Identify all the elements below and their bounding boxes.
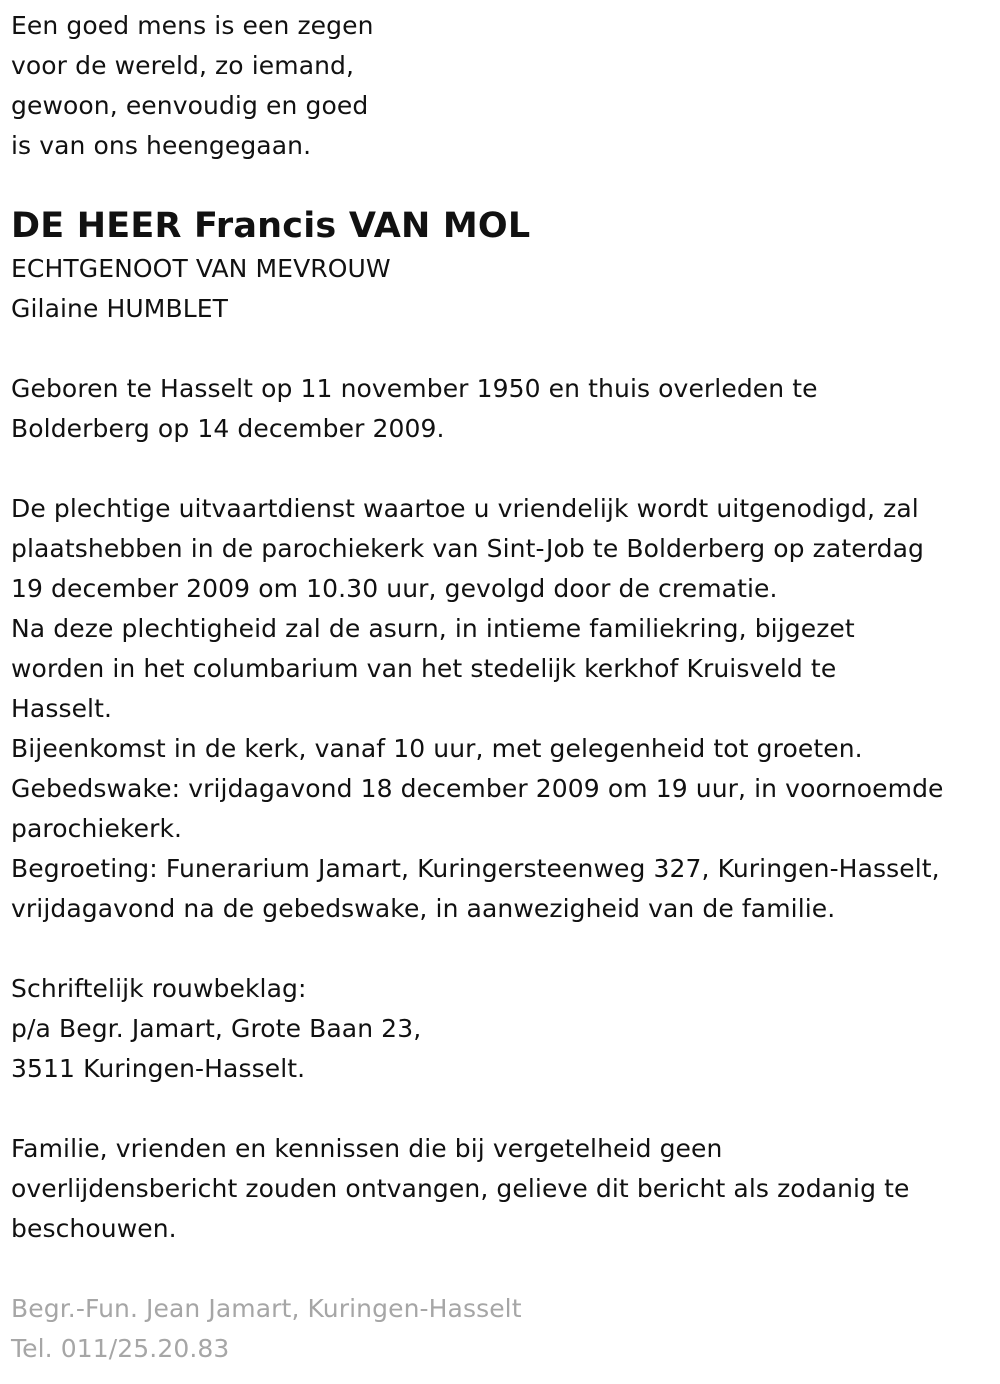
text-line: beschouwen. [11, 1214, 177, 1243]
text-line: Hasselt. [11, 694, 113, 723]
notice-text [11, 1129, 1000, 1249]
funeral-home-name: Begr.-Fun. Jean Jamart, Kuringen-Hasselt [11, 1294, 522, 1323]
deceased-name: DE HEER Francis VAN MOL [11, 206, 531, 246]
poem-line: is van ons heengegaan. [11, 131, 312, 160]
text-line: Schriftelijk rouwbeklag: [11, 974, 307, 1003]
ceremony-info [11, 489, 1000, 929]
spacer [11, 449, 1000, 489]
text-line: overlijdensbericht zouden ontvangen, gelieve dit bericht als zodanig te [11, 1174, 910, 1203]
text-line: vrijdagavond na de gebedswake, in aanwezigheid van de familie. [11, 894, 836, 923]
funeral-home-phone: Tel. 011/25.20.83 [11, 1334, 230, 1363]
spacer [11, 329, 1000, 369]
birth-death-info [11, 369, 1000, 449]
text-line: Geboren te Hasselt op 11 november 1950 en thuis overleden te [11, 374, 818, 403]
poem-line: gewoon, eenvoudig en goed [11, 91, 369, 120]
text-line: Bolderberg op 14 december 2009. [11, 414, 445, 443]
text-line: p/a Begr. Jamart, Grote Baan 23, [11, 1014, 422, 1043]
text-line: parochiekerk. [11, 814, 183, 843]
text-line: 3511 Kuringen-Hasselt. [11, 1054, 306, 1083]
text-line: 19 december 2009 om 10.30 uur, gevolgd door de crematie. [11, 574, 778, 603]
spacer [11, 1249, 1000, 1289]
text-line: Na deze plechtigheid zal de asurn, in intieme familiekring, bijgezet [11, 614, 855, 643]
poem-line: Een goed mens is een zegen [11, 11, 374, 40]
spacer [11, 929, 1000, 969]
text-line: worden in het columbarium van het stedelijk kerkhof Kruisveld te [11, 654, 837, 683]
funeral-home-footer [11, 1289, 1000, 1369]
text-line: Gebedswake: vrijdagavond 18 december 2009 om 19 uur, in voornoemde [11, 774, 944, 803]
spouse-relation: ECHTGENOOT VAN MEVROUW [11, 254, 391, 283]
poem-line: voor de wereld, zo iemand, [11, 51, 355, 80]
text-line: De plechtige uitvaartdienst waartoe u vriendelijk wordt uitgenodigd, zal [11, 494, 919, 523]
spouse-name: Gilaine HUMBLET [11, 294, 229, 323]
text-line: plaatshebben in de parochiekerk van Sint-Job te Bolderberg op zaterdag [11, 534, 925, 563]
text-line: Familie, vrienden en kennissen die bij vergetelheid geen [11, 1134, 723, 1163]
spacer [11, 1089, 1000, 1129]
condolence-address [11, 969, 1000, 1089]
text-line: Bijeenkomst in de kerk, vanaf 10 uur, met gelegenheid tot groeten. [11, 734, 863, 763]
text-line: Begroeting: Funerarium Jamart, Kuringersteenweg 327, Kuringen-Hasselt, [11, 854, 940, 883]
opening-poem [11, 6, 1000, 166]
